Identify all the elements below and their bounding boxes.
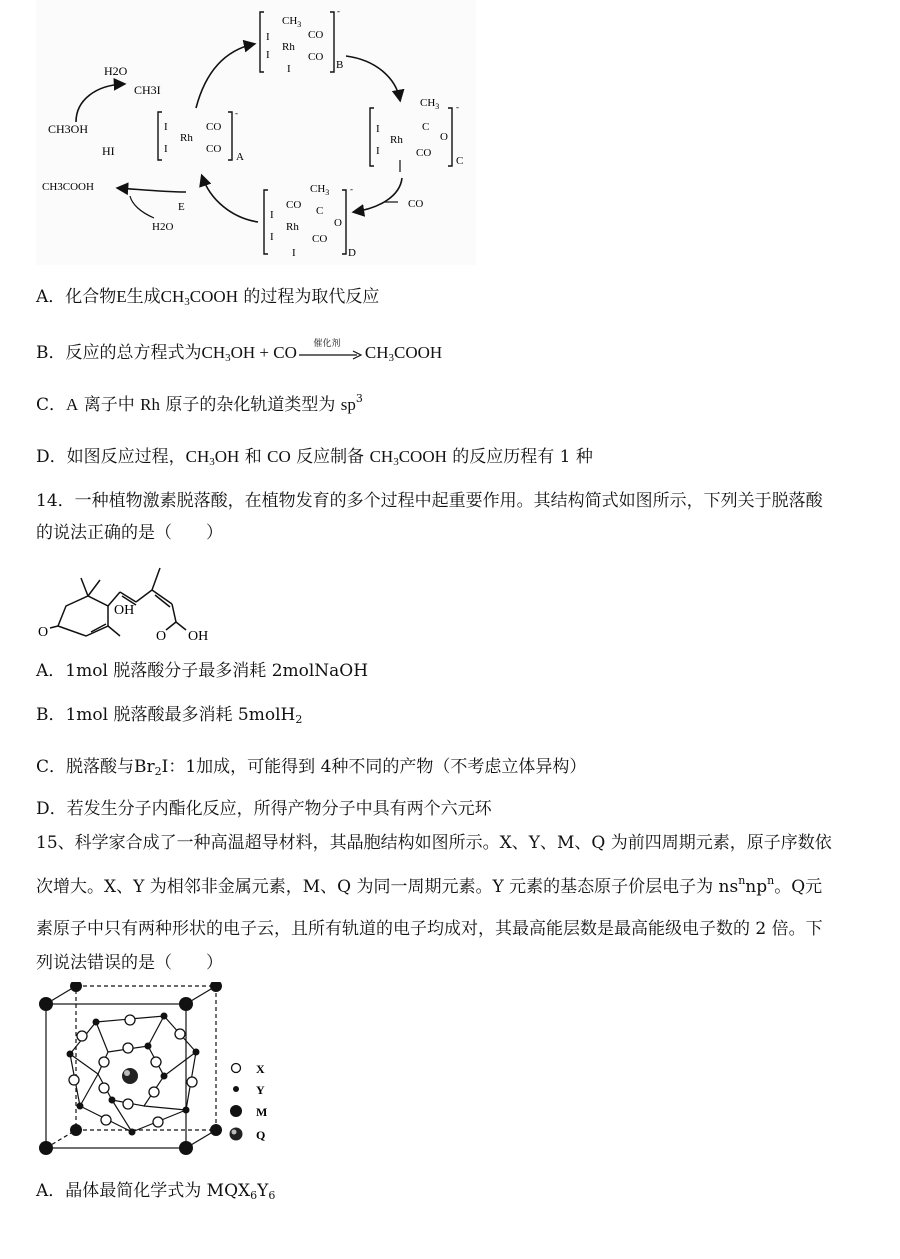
- svg-text:CO: CO: [308, 51, 324, 63]
- svg-text:I: I: [270, 231, 274, 243]
- struct-oh-2: OH: [188, 629, 209, 644]
- q15-stem-line3: 素原子中只有两种形状的电子云，且所有轨道的电子均成对，其最高能层数是最高能级电子数的 2 倍。下: [36, 919, 823, 939]
- q14-option-b: B．1mol 脱落酸最多消耗 5molH$_2$: [36, 705, 303, 726]
- svg-text:-: -: [235, 108, 238, 118]
- q14-option-a: A．1mol 脱落酸分子最多消耗 2molNaOH: [36, 661, 369, 681]
- q13-option-c: C．A 离子中 Rh 原子的杂化轨道类型为 $sp^3$: [36, 392, 363, 415]
- svg-text:-: -: [456, 102, 459, 112]
- svg-text:CO: CO: [206, 121, 222, 133]
- svg-text:CH3: $CH_3$: [310, 183, 330, 197]
- legend-q: Q: [256, 1128, 266, 1142]
- abscisic-acid-structure: [36, 556, 236, 646]
- legend-x: X: [256, 1062, 265, 1076]
- cycle-e: E: [178, 201, 185, 213]
- q14-option-d: D．若发生分子内酯化反应，所得产物分子中具有两个六元环: [36, 799, 492, 819]
- svg-text:C: C: [316, 205, 324, 217]
- crystal-legend: [230, 1062, 268, 1142]
- q15-option-a: A．晶体最简化学式为 $MQX_6Y_6$: [36, 1181, 276, 1202]
- catalytic-cycle-figure: [36, 0, 476, 265]
- q13-option-d: D．如图反应过程，$CH_3OH$ 和 CO 反应制备 $CH_3COOH$ 的反应历程有 1 种: [36, 447, 593, 468]
- label-b: B: [336, 59, 344, 71]
- catalyst-arrow: 催化剂: [299, 343, 363, 365]
- svg-text:I: I: [164, 121, 168, 133]
- cycle-co: CO: [408, 198, 424, 210]
- q15-stem-line1: 15、科学家合成了一种高温超导材料，其晶胞结构如图所示。X、Y、M、Q 为前四周期元素，原子序数依: [36, 833, 832, 853]
- q13-option-b: B．反应的总方程式为$CH_3OH$ + CO 催化剂 $CH_3COOH$: [36, 338, 443, 364]
- legend-m: M: [256, 1105, 268, 1119]
- cycle-ch3i: CH3I: [134, 83, 161, 97]
- q14-stem-line1: 14．一种植物激素脱落酸，在植物发育的多个过程中起重要作用。其结构简式如图所示，下列关于脱落酸: [36, 491, 823, 511]
- svg-text:O: O: [440, 131, 448, 143]
- struct-o: O: [38, 625, 49, 640]
- svg-text:CO: CO: [286, 199, 302, 211]
- q15-stem-line4: 列说法错误的是（ ）: [36, 953, 223, 973]
- svg-text:Rh: Rh: [390, 134, 403, 146]
- crystal-cell-figure: [36, 982, 296, 1162]
- svg-text:Rh: Rh: [286, 221, 299, 233]
- svg-text:I: I: [266, 31, 270, 43]
- cycle-hi: HI: [102, 144, 115, 158]
- svg-text:O: O: [156, 629, 167, 644]
- svg-text:Rh: Rh: [282, 41, 295, 53]
- svg-text:C: C: [422, 121, 430, 133]
- label-a: A: [236, 151, 244, 163]
- svg-text:I: I: [164, 143, 168, 155]
- svg-text:I: I: [376, 145, 380, 157]
- cycle-h2o-top: H2O: [104, 64, 128, 78]
- cycle-h2o-bottom: H2O: [152, 221, 174, 233]
- svg-text:CO: CO: [416, 147, 432, 159]
- svg-text:CO: CO: [308, 29, 324, 41]
- q13-option-a: A．化合物E生成$CH_3COOH$ 的过程为取代反应: [36, 287, 380, 308]
- legend-y: Y: [256, 1083, 265, 1097]
- svg-text:-: -: [337, 6, 340, 16]
- svg-text:I: I: [270, 209, 274, 221]
- svg-text:I: I: [376, 123, 380, 135]
- q15-stem-line2: 次增大。X、Y 为相邻非金属元素，M、Q 为同一周期元素。Y 元素的基态原子价层电子为 $ns^nnp^n$。Q元: [36, 874, 823, 897]
- svg-text:I: I: [292, 247, 296, 259]
- svg-text:O: O: [334, 217, 342, 229]
- q14-stem-line2: 的说法正确的是（ ）: [36, 523, 223, 543]
- svg-text:I: I: [266, 49, 270, 61]
- label-d: D: [348, 247, 356, 259]
- svg-text:CH3: $CH_3$: [282, 15, 302, 29]
- svg-text:CH3: $CH_3$: [420, 97, 440, 111]
- struct-oh-1: OH: [114, 603, 135, 618]
- label-c: C: [456, 155, 464, 167]
- svg-text:CO: CO: [312, 233, 328, 245]
- cycle-ch3oh: CH3OH: [48, 122, 89, 136]
- q14-option-c: C．脱落酸与$Br_2Ⅰ$：1加成，可能得到 4种不同的产物（不考虑立体异构）: [36, 757, 587, 778]
- svg-text:-: -: [350, 184, 353, 194]
- svg-text:I: I: [287, 63, 291, 75]
- cycle-ch3cooh: CH3COOH: [42, 181, 94, 193]
- svg-text:CO: CO: [206, 143, 222, 155]
- svg-text:Rh: Rh: [180, 132, 193, 144]
